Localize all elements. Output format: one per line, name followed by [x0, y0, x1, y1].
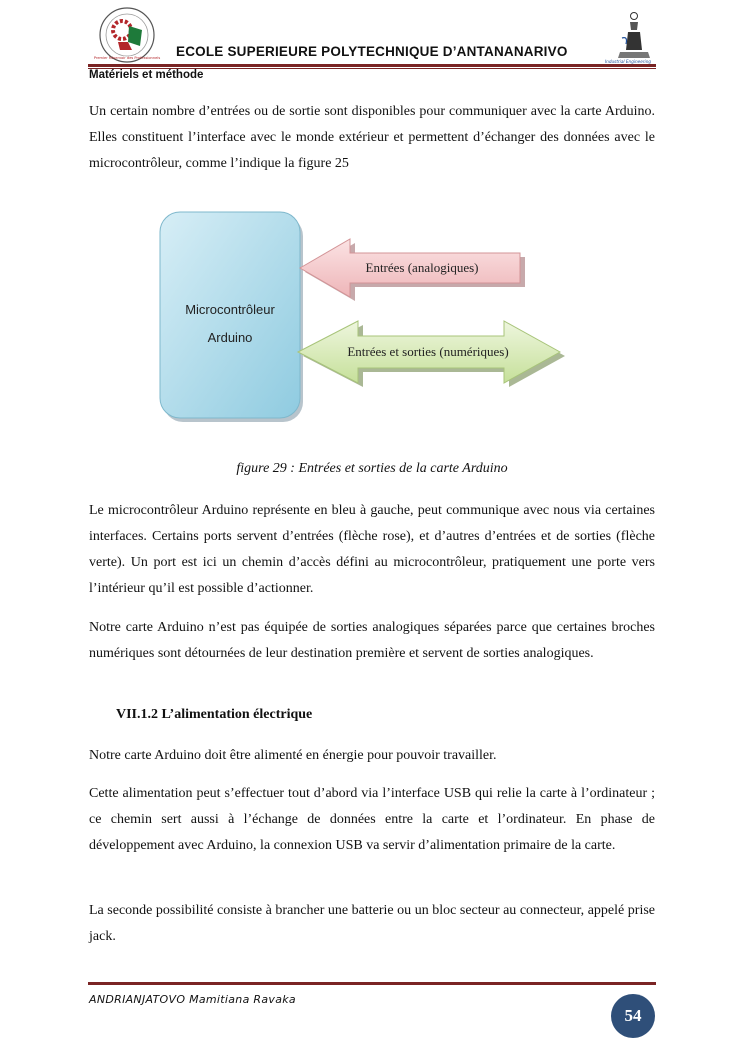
input-arrow-label: Entrées (analogiques) [365, 260, 479, 275]
paragraph-power-intro: Notre carte Arduino doit être alimenté en énergie pour pouvoir travailler. [89, 748, 497, 763]
right-logo-text: Industrial Engineering [604, 59, 652, 64]
page-number-badge [611, 994, 655, 1038]
paragraph-microcontroller: Le microcontrôleur Arduino représente en bleu à gauche, peut communique avec nous via certaines interfaces. Certains ports servent d’entrées (flèche rose), et d’autres d’entrées et de sorties (flèche verte). Un port est ici un chemin d’accès défini au microcontrôleur, pratiquement une porte vers l’intérieur qu’il est possible d’actionner. [89, 503, 655, 596]
section-label: Matériels et méthode [89, 69, 204, 81]
school-name: ECOLE SUPERIEURE POLYTECHNIQUE D’ANTANANARIVO [176, 44, 568, 59]
left-logo-text: Premier Réservoir des Professionnels [93, 56, 161, 60]
paragraph-jack-power: La seconde possibilité consiste à brancher une batterie ou un bloc secteur au connecteur, appelé prise jack. [89, 903, 655, 944]
microcontroller-label-line1: Microcontrôleur [185, 302, 275, 317]
paragraph-usb-power: Cette alimentation peut s’effectuer tout d’abord via l’interface USB qui relie la carte à l’ordinateur ; ce chemin sert aussi à l’échange de données entre la carte et l’ordinateur. En phase de développement avec Arduino, la connexion USB va servir d’alimentation primaire de la carte. [89, 786, 655, 853]
arduino-io-diagram [150, 200, 580, 440]
figure-caption: figure 29 : Entrées et sorties de la carte Arduino [236, 461, 508, 476]
io-arrow-label: Entrées et sorties (numériques) [347, 344, 509, 359]
paragraph-intro: Un certain nombre d’entrées ou de sortie sont disponibles pour communiquer avec la carte Arduino. Elles constituent l’interface avec le monde extérieur et permettent d’échanger des données avec le microcontrôleur, comme l’indique la figure 25 [89, 104, 655, 171]
footer-divider [88, 982, 656, 985]
microcontroller-label-line2: Arduino [207, 330, 253, 345]
footer-author: ANDRIANJATOVO Mamitiana Ravaka [89, 993, 296, 1006]
section-heading: VII.1.2 L’alimentation électrique [116, 707, 313, 722]
page-number: 54 [624, 1006, 642, 1025]
paragraph-analog-outputs: Notre carte Arduino n’est pas équipée de sorties analogiques séparées parce que certaines broches numériques sont détournées de leur destination première et servent de sorties analogiques. [89, 620, 655, 661]
industrial-engineering-logo-icon [602, 8, 654, 64]
school-logo-icon [93, 6, 161, 64]
header-divider [88, 64, 656, 67]
